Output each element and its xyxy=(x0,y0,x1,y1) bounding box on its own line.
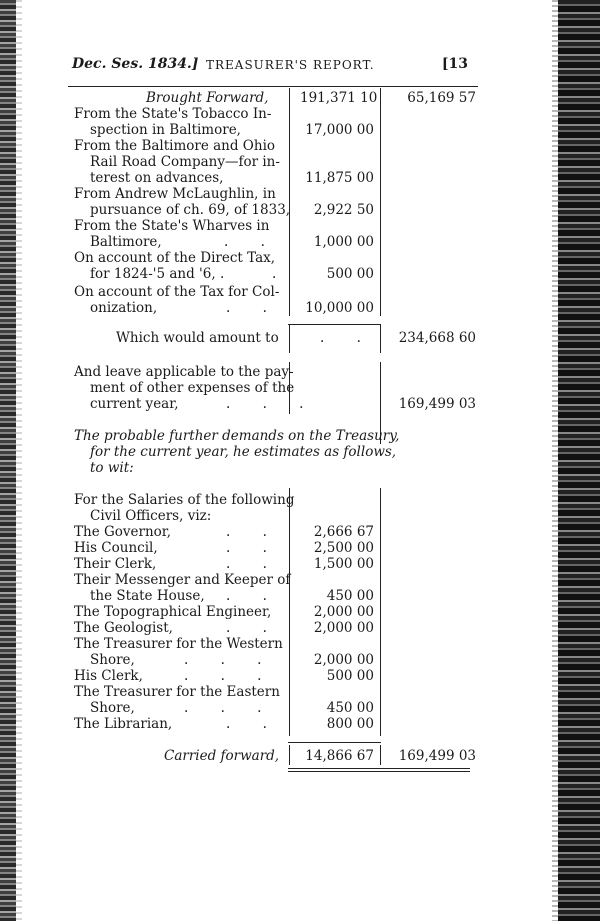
tobacco-line2: spection in Baltimore, xyxy=(90,122,241,138)
wharves-dots: . . xyxy=(224,234,279,250)
brought-forward-label: Brought Forward, xyxy=(146,90,269,106)
tobacco-line1: From the State's Tobacco In- xyxy=(74,106,272,122)
tobacco-amount: 17,000 00 xyxy=(305,122,374,138)
carried-forward-amount: 14,866 67 xyxy=(305,748,374,764)
leave-line1: And leave applicable to the pay- xyxy=(74,364,294,380)
direct-tax-dots: . xyxy=(272,266,277,282)
treasurer-eastern-line1: The Treasurer for the Eastern xyxy=(74,684,280,700)
council-label: His Council, xyxy=(74,540,158,556)
his-clerk-dots: . . . xyxy=(184,668,276,684)
geologist-amount: 2,000 00 xyxy=(313,620,374,636)
page-header xyxy=(72,56,468,76)
col1-right-rule-lower xyxy=(380,488,381,736)
leave-dots: . . . xyxy=(226,396,318,412)
treasurer-western-dots: . . . xyxy=(184,652,276,668)
governor-dots: . . xyxy=(226,524,281,540)
treasurer-western-line1: The Treasurer for the Western xyxy=(74,636,283,652)
would-amount-total: 234,668 60 xyxy=(398,330,476,346)
clerk-label: Their Clerk, xyxy=(74,556,157,572)
wharves-line1: From the State's Wharves in xyxy=(74,218,270,234)
messenger-amount: 450 00 xyxy=(326,588,374,604)
brought-forward-total: 65,169 57 xyxy=(407,90,476,106)
mclaughlin-amount: 2,922 50 xyxy=(313,202,374,218)
his-clerk-amount: 500 00 xyxy=(326,668,374,684)
col1-left-rule-amount xyxy=(289,325,290,353)
carried-forward-label: Carried forward, xyxy=(164,748,280,764)
colonization-line2: onization, xyxy=(90,300,158,316)
governor-amount: 2,666 67 xyxy=(313,524,374,540)
col1-left-rule-carried xyxy=(289,745,290,765)
binding-edge-left xyxy=(0,0,16,921)
mclaughlin-line1: From Andrew McLaughlin, in xyxy=(74,186,276,202)
sum-rule xyxy=(288,324,381,325)
treasurer-eastern-line2: Shore, xyxy=(90,700,135,716)
railroad-line2: Rail Road Company—for in- xyxy=(90,154,280,170)
wharves-line2: Baltimore, xyxy=(90,234,162,250)
topographical-amount: 2,000 00 xyxy=(313,604,374,620)
treasurer-western-line2: Shore, xyxy=(90,652,135,668)
wharves-amount: 1,000 00 xyxy=(313,234,374,250)
col1-right-rule-upper xyxy=(380,88,381,316)
col1-left-rule-lower xyxy=(289,488,290,736)
geologist-label: The Geologist, xyxy=(74,620,173,636)
colonization-dots: . . xyxy=(226,300,281,316)
salaries-line2: Civil Officers, viz: xyxy=(90,508,212,524)
leave-line2: ment of other expenses of the xyxy=(90,380,295,396)
page-number: [13 xyxy=(441,56,468,72)
topographical-label: The Topographical Engineer, xyxy=(74,604,272,620)
further-line2: for the current year, he estimates as follows, xyxy=(90,444,397,460)
librarian-amount: 800 00 xyxy=(326,716,374,732)
further-line3: to wit: xyxy=(90,460,134,476)
salaries-line1: For the Salaries of the following xyxy=(74,492,295,508)
further-line1: The probable further demands on the Treasury, xyxy=(74,428,400,444)
council-amount: 2,500 00 xyxy=(313,540,374,556)
carried-sum-rule xyxy=(288,742,381,743)
geologist-dots: . . xyxy=(226,620,281,636)
direct-tax-line2: for 1824-'5 and '6, . xyxy=(90,266,225,282)
col1-right-rule-carried xyxy=(380,745,381,765)
railroad-line1: From the Baltimore and Ohio xyxy=(74,138,276,154)
clerk-amount: 1,500 00 xyxy=(313,556,374,572)
col1-right-rule-amount xyxy=(380,325,381,353)
messenger-dots: . . xyxy=(226,588,281,604)
librarian-label: The Librarian, xyxy=(74,716,173,732)
leave-total: 169,499 03 xyxy=(398,396,476,412)
bottom-rule-1 xyxy=(288,768,470,769)
treasurer-western-amount: 2,000 00 xyxy=(313,652,374,668)
colonization-amount: 10,000 00 xyxy=(305,300,374,316)
binding-shadow-left xyxy=(16,0,22,921)
session-label: Dec. Ses. 1834.] xyxy=(72,56,199,72)
messenger-line2: the State House, xyxy=(90,588,205,604)
his-clerk-label: His Clerk, xyxy=(74,668,143,684)
treasurer-eastern-amount: 450 00 xyxy=(326,700,374,716)
railroad-amount: 11,875 00 xyxy=(305,170,374,186)
would-amount-dots: . . xyxy=(320,330,375,346)
direct-tax-line1: On account of the Direct Tax, xyxy=(74,250,276,266)
messenger-line1: Their Messenger and Keeper of xyxy=(74,572,291,588)
clerk-dots: . . xyxy=(226,556,281,572)
leave-line3: current year, xyxy=(90,396,179,412)
librarian-dots: . . xyxy=(226,716,281,732)
top-rule xyxy=(68,86,478,87)
treasurer-eastern-dots: . . . xyxy=(184,700,276,716)
bottom-rule-2 xyxy=(288,771,470,772)
colonization-line1: On account of the Tax for Col- xyxy=(74,284,280,300)
governor-label: The Governor, xyxy=(74,524,172,540)
brought-forward-amount: 191,371 10 xyxy=(300,90,378,106)
carried-forward-total: 169,499 03 xyxy=(398,748,476,764)
railroad-line3: terest on advances, xyxy=(90,170,224,186)
report-title: TREASURER'S REPORT. xyxy=(206,58,375,72)
would-amount-label: Which would amount to xyxy=(116,330,279,346)
binding-edge-right xyxy=(558,0,600,921)
binding-shadow-right xyxy=(552,0,558,921)
mclaughlin-line2: pursuance of ch. 69, of 1833, xyxy=(90,202,291,218)
council-dots: . . xyxy=(226,540,281,556)
direct-tax-amount: 500 00 xyxy=(326,266,374,282)
